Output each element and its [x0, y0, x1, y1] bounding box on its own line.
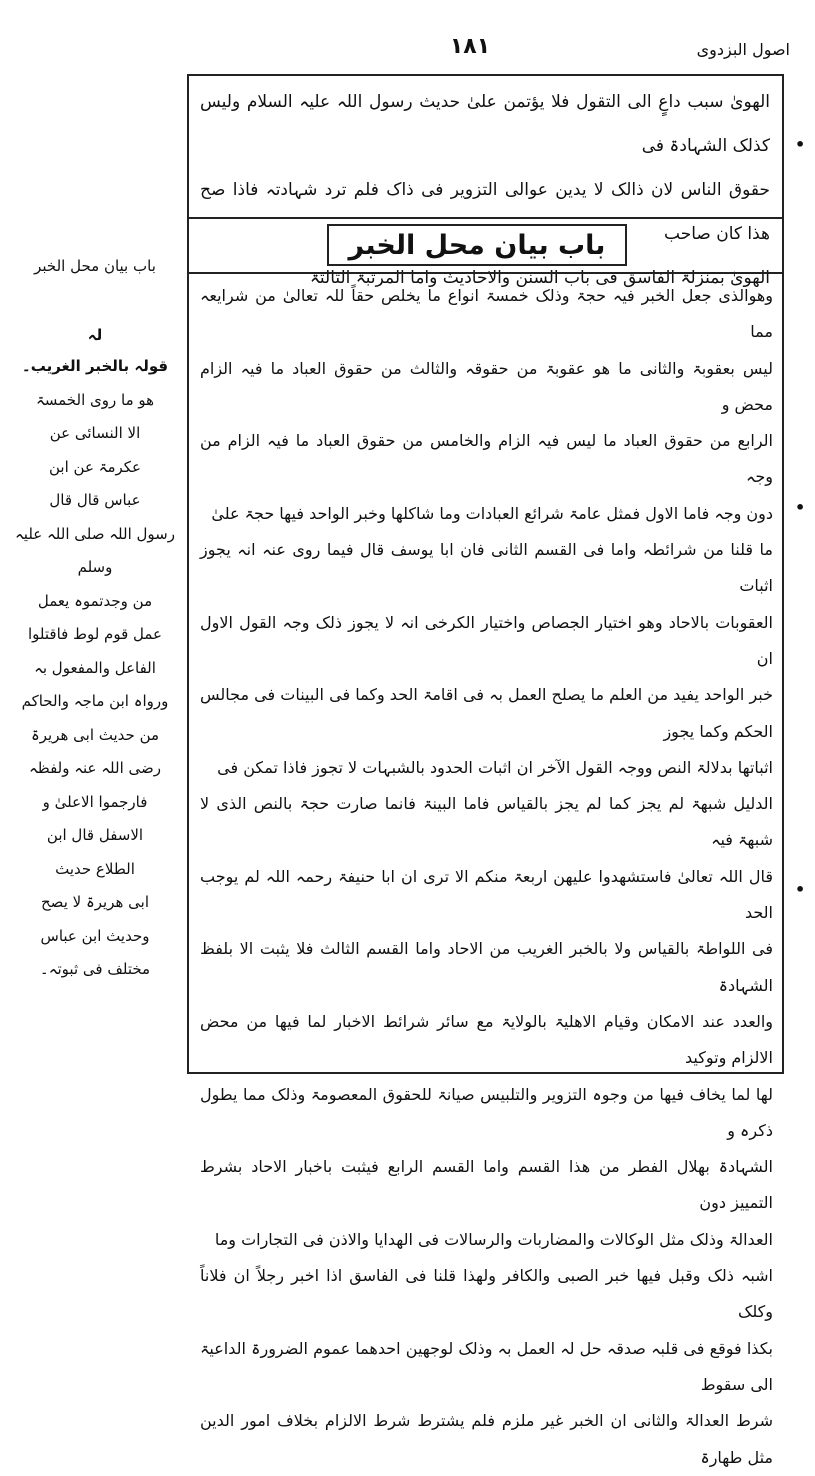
text-line: الرابع من حقوق العباد ما لیس فیہ الزام والخامس من حقوق العباد ما فیہ الزام من وجہ: [200, 431, 773, 487]
margin-heading: باب بیان محل الخبر: [34, 257, 156, 275]
text-line: خبر الواحد یفید من العلم ما یصلح العمل بہ فی اقامۃ الحد وکما فی البینات فی مجالس الحکم وکما یجوز: [200, 685, 773, 741]
margin-note-line: عکرمۃ عن ابن: [49, 457, 141, 476]
text-line: العقوبات بالاحاد وھو اختیار الجصاص واختیار الکرخی انہ لا یجوز ذلک وجہ القول الاول ان: [200, 612, 773, 668]
page-number: ۱۸۱: [449, 34, 491, 59]
text-line: لھا لما یخاف فیھا من وجوہ التزویر والتلبیس صیانۃ للحقوق المعصومۃ وذلک مما یطول ذکرہ و: [200, 1084, 773, 1140]
bullet-mark: •: [795, 498, 806, 517]
continuation-paragraph: [200, 80, 770, 300]
text-line: دون وجہ فاما الاول فمثل عامۃ شرائع العبادات وما شاکلھا وخبر الواحد فیھا حجۃ علیٰ: [211, 503, 773, 523]
margin-note-line: عمل قوم لوط فاقتلوا: [27, 625, 162, 643]
margin-note-line: عباس قال قال: [49, 491, 141, 509]
text-line: اثباتھا بدلالۃ النص ووجہ القول الآخر ان اثبات الحدود بالشبہات لا تجوز فاذا تمکن فی: [217, 757, 773, 777]
margin-note-line: من حدیث ابی ھریرۃ: [30, 725, 160, 744]
margin-note-line: من وجدتموہ یعمل: [37, 591, 153, 610]
margin-note-line: الا النسائی عن: [49, 424, 141, 442]
margin-note-line: وحدیث ابن عباس: [40, 926, 150, 945]
text-line: العدالۃ وذلک مثل الوکالات والمضاربات والرسالات فی الھدایا والاذن فی التجارات وما: [214, 1229, 773, 1249]
text-line: فی اللواطۃ بالقیاس ولا بالخبر الغریب من الاحاد واما القسم الثالث فلا یثبت الا بلفظ الشہادۃ: [200, 939, 773, 995]
margin-note-sign: لہ: [87, 326, 103, 344]
margin-note-line: قولہ بالخبر الغریب۔: [21, 357, 169, 375]
margin-note-line: ابی ھریرۃ لا یصح: [41, 893, 149, 911]
text-line: والعدد عند الامکان وقیام الاھلیۃ بالولایۃ مع سائر شرائط الاخبار لما فیھا من محض الالزام وتوکید: [200, 1011, 773, 1068]
text-line: حقوق الناس لان ذالک لا یدین عوالی التزویر فی ذاک فلم ترد شہادتہ فاذا صح ھذا کان صاحب: [200, 180, 770, 244]
text-line: الھویٰ سبب داعٍ الی التقول فلا یؤتمن علیٰ حدیث رسول اللہ علیہ السلام ولیس کذلک الشہادۃ فی: [200, 92, 770, 156]
text-line: ما قلنا من شرائطہ واما فی القسم الثانی فان ابا یوسف قال فیما روی عنہ انہ یجوز اثبات: [200, 540, 773, 596]
margin-note-line: مختلف فی ثبوتہ۔: [39, 960, 151, 978]
bullet-mark: •: [795, 880, 806, 899]
margin-note-line: فارجموا الاعلیٰ و: [42, 792, 148, 811]
text-line: شرط العدالۃ والثانی ان الخبر غیر ملزم فلم یشترط شرط الالزام بخلاف امور الدین مثل طھارۃ: [200, 1411, 773, 1467]
text-line: الدلیل شبھۃ لم یجز کما لم یجز بالقیاس فاما البینۃ فانما صارت حجۃ بالنص الذی لا شبھۃ فیہ: [200, 794, 773, 850]
margin-note-line: رضی اللہ عنہ ولفظہ: [28, 759, 162, 777]
text-line: وھوالذی جعل الخبر فیہ حجۃ وذلک خمسۃ انواع ما یخلص حقاً للہ تعالیٰ من شرایعہ مما: [200, 286, 773, 342]
running-head: اصول البزدوی: [696, 40, 790, 59]
text-line: الھویٰ بمنزلۃ الفاسق فی باب السنن والاحادیث واما المرتبۃ الثالثۃ: [309, 268, 770, 288]
text-line: بکذا فوقع فی قلبہ صدقہ حل لہ العمل بہ وذلک لوجھین احدھما عموم الضرورۃ الداعیۃ الی سقوط: [200, 1338, 773, 1394]
chapter-body: [200, 278, 773, 1476]
text-line: قال اللہ تعالیٰ فاستشھدوا علیھن اربعۃ منکم الا تری ان ابا حنیفۃ رحمہ اللہ لم یوجب الحد: [200, 866, 773, 923]
text-line: الشہادۃ بھلال الفطر من ھذا القسم واما القسم الرابع فیثبت باخبار الاحاد بشرط التمییز دون: [200, 1157, 773, 1213]
margin-note-line: ھو ما روی الخمسۃ: [35, 390, 155, 409]
divider: [187, 217, 784, 219]
chapter-title: باب بیان محل الخبر: [327, 224, 627, 266]
margin-notes: [10, 350, 180, 987]
bullet-mark: •: [795, 135, 806, 154]
margin-note-line: الفاعل والمفعول بہ: [34, 658, 156, 677]
text-line: لیس بعقوبۃ والثانی ما ھو عقوبۃ من حقوقہ والثالث من حقوق العباد ما فیہ الزام محض و: [200, 358, 773, 414]
divider: [187, 272, 784, 274]
margin-note-line: الاسفل قال ابن: [46, 826, 144, 844]
margin-note-line: الطلاع حدیث: [55, 859, 135, 878]
margin-note-line: رسول اللہ صلی اللہ علیہ وسلم: [15, 524, 175, 576]
margin-note-line: ورواہ ابن ماجہ والحاکم: [21, 692, 169, 710]
text-line: اشبہ ذلک وقبل فیھا خبر الصبی والکافر ولھذا قلنا فی الفاسق اذا اخبر رجلاً ان فلاناً وکلک: [200, 1266, 773, 1322]
